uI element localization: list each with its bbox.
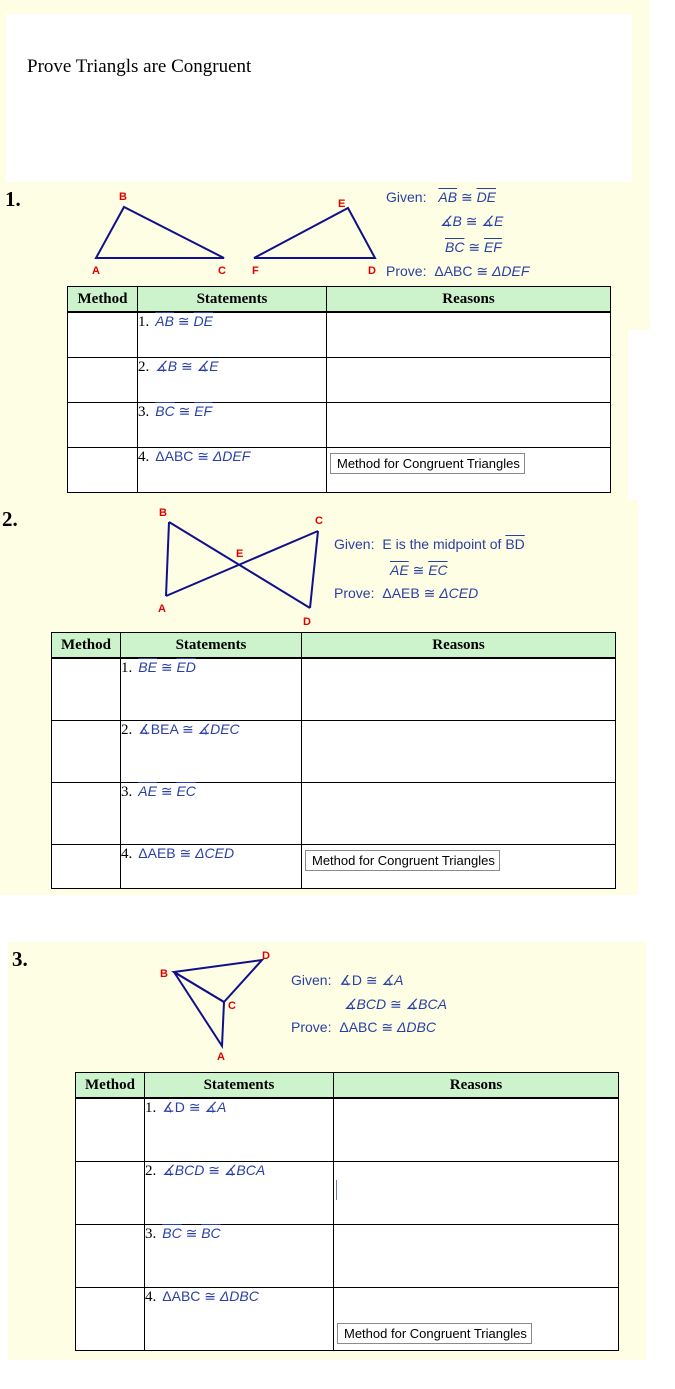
given-segment: $\overline{BD}$ xyxy=(505,536,525,552)
given-right: ∡E xyxy=(481,213,504,229)
statement-cell: 1. $\overline{AB}$ ≅ $\overline{DE}$ xyxy=(138,312,327,357)
prove-op: ≅ xyxy=(423,585,436,601)
prove-right: ΔDEF xyxy=(492,263,530,279)
given-left: ∡BCD xyxy=(344,996,387,1012)
statement-cell: 3. $\overline{AE}$ ≅ $\overline{EC}$ xyxy=(121,782,302,844)
statement-cell: 2. ∡BCD ≅ ∡BCA xyxy=(145,1161,334,1224)
vertex-label-c: C xyxy=(218,265,226,277)
given-op: ≅ xyxy=(365,972,378,988)
given-left: $\overline{BC}$ xyxy=(445,239,465,255)
reason-cell[interactable] xyxy=(334,1224,619,1287)
given-right: $\overline{EC}$ xyxy=(428,562,448,578)
header-reasons: Reasons xyxy=(334,1073,619,1099)
vertex-label-c: C xyxy=(228,1000,236,1012)
reason-cell[interactable] xyxy=(334,1287,619,1350)
method-dropdown[interactable]: Method for Congruent Triangles xyxy=(337,1323,532,1344)
prove-left: ΔAEB xyxy=(382,585,420,601)
table-row xyxy=(76,1224,619,1287)
statement-cell: 1. $\overline{BE}$ ≅ $\overline{ED}$ xyxy=(121,658,302,720)
problem-3-number: 3. xyxy=(12,947,28,971)
method-cell[interactable] xyxy=(76,1224,145,1287)
statement-cell: 4. ΔAEB ≅ ΔCED xyxy=(121,844,302,888)
vertex-label-a: A xyxy=(217,1051,225,1063)
statement-cell: 3. $\overline{BC}$ ≅ $\overline{BC}$ xyxy=(145,1224,334,1287)
method-dropdown[interactable]: Method for Congruent Triangles xyxy=(330,453,525,474)
prove-right: ΔDBC xyxy=(397,1019,436,1035)
given-label: Given: xyxy=(334,536,375,552)
vertex-label-c: C xyxy=(315,515,323,527)
statement-cell: 4. ΔABC ≅ ΔDBC xyxy=(145,1287,334,1350)
given-op: ≅ xyxy=(465,213,478,229)
problem-1-number: 1. xyxy=(5,187,21,211)
prove-label: Prove: xyxy=(334,585,375,601)
header-reasons: Reasons xyxy=(327,287,611,313)
header-method: Method xyxy=(52,633,121,659)
given-op: ≅ xyxy=(460,189,473,205)
given-left: $\overline{AE}$ xyxy=(390,562,409,578)
vertex-label-f: F xyxy=(252,265,259,277)
given-right: $\overline{EF}$ xyxy=(483,239,502,255)
prove-label: Prove: xyxy=(386,263,427,279)
vertex-label-e: E xyxy=(338,198,346,210)
prove-left: ΔABC xyxy=(339,1019,378,1035)
given-op: ≅ xyxy=(390,996,402,1012)
header-statements: Statements xyxy=(121,633,302,659)
given-right: ∡BCA xyxy=(405,996,447,1012)
prove-right: ΔCED xyxy=(439,585,479,601)
given-text: E is the midpoint of xyxy=(382,536,502,552)
given-label: Given: xyxy=(386,189,427,205)
text-cursor xyxy=(336,1180,337,1200)
prove-op: ≅ xyxy=(476,263,489,279)
method-cell[interactable] xyxy=(76,1161,145,1224)
vertex-label-d: D xyxy=(262,950,270,962)
method-cell[interactable] xyxy=(76,1098,145,1161)
table-row xyxy=(76,1287,619,1350)
vertex-label-a: A xyxy=(92,265,100,277)
page-title: Prove Triangls are Congruent xyxy=(27,56,252,77)
given-left: ∡D xyxy=(339,972,363,988)
header-method: Method xyxy=(76,1073,145,1099)
header-statements: Statements xyxy=(145,1073,334,1099)
problem-2-number: 2. xyxy=(2,507,18,531)
given-left: ∡B xyxy=(440,213,462,229)
method-dropdown[interactable]: Method for Congruent Triangles xyxy=(305,850,500,871)
triangle-bca xyxy=(174,972,224,1046)
given-op: ≅ xyxy=(468,239,481,255)
statement-cell: 2. ∡B ≅ ∡E xyxy=(138,357,327,402)
header-reasons: Reasons xyxy=(302,633,616,659)
prove-label: Prove: xyxy=(291,1019,332,1035)
given-right: $\overline{DE}$ xyxy=(476,189,497,205)
reason-cell[interactable] xyxy=(334,1161,619,1224)
given-op: ≅ xyxy=(412,562,425,578)
given-right: ∡A xyxy=(381,972,404,988)
vertex-label-b: B xyxy=(160,968,168,980)
table-row xyxy=(76,1098,619,1161)
statement-cell: 1. ∡D ≅ ∡A xyxy=(145,1098,334,1161)
vertex-label-a: A xyxy=(158,603,166,615)
vertex-label-b: B xyxy=(119,191,127,203)
vertex-label-d: D xyxy=(303,616,311,628)
prove-op: ≅ xyxy=(381,1019,394,1035)
vertex-label-e: E xyxy=(236,548,244,560)
header-method: Method xyxy=(68,287,138,313)
statement-cell: 2. ∡BEA ≅ ∡DEC xyxy=(121,720,302,782)
prove-left: ΔABC xyxy=(434,263,473,279)
method-cell[interactable] xyxy=(76,1287,145,1350)
given-label: Given: xyxy=(291,972,332,988)
problem-3-proof-table xyxy=(75,1072,619,1351)
header-statements: Statements xyxy=(138,287,327,313)
vertex-label-b: B xyxy=(159,507,167,519)
statement-cell: 3. $\overline{BC}$ ≅ $\overline{EF}$ xyxy=(138,402,327,447)
reason-cell[interactable] xyxy=(334,1098,619,1161)
vertex-label-d: D xyxy=(368,265,376,277)
statement-cell: 4. ΔABC ≅ ΔDEF xyxy=(138,447,327,492)
table-row xyxy=(76,1161,619,1224)
given-left: $\overline{AB}$ xyxy=(438,189,458,205)
